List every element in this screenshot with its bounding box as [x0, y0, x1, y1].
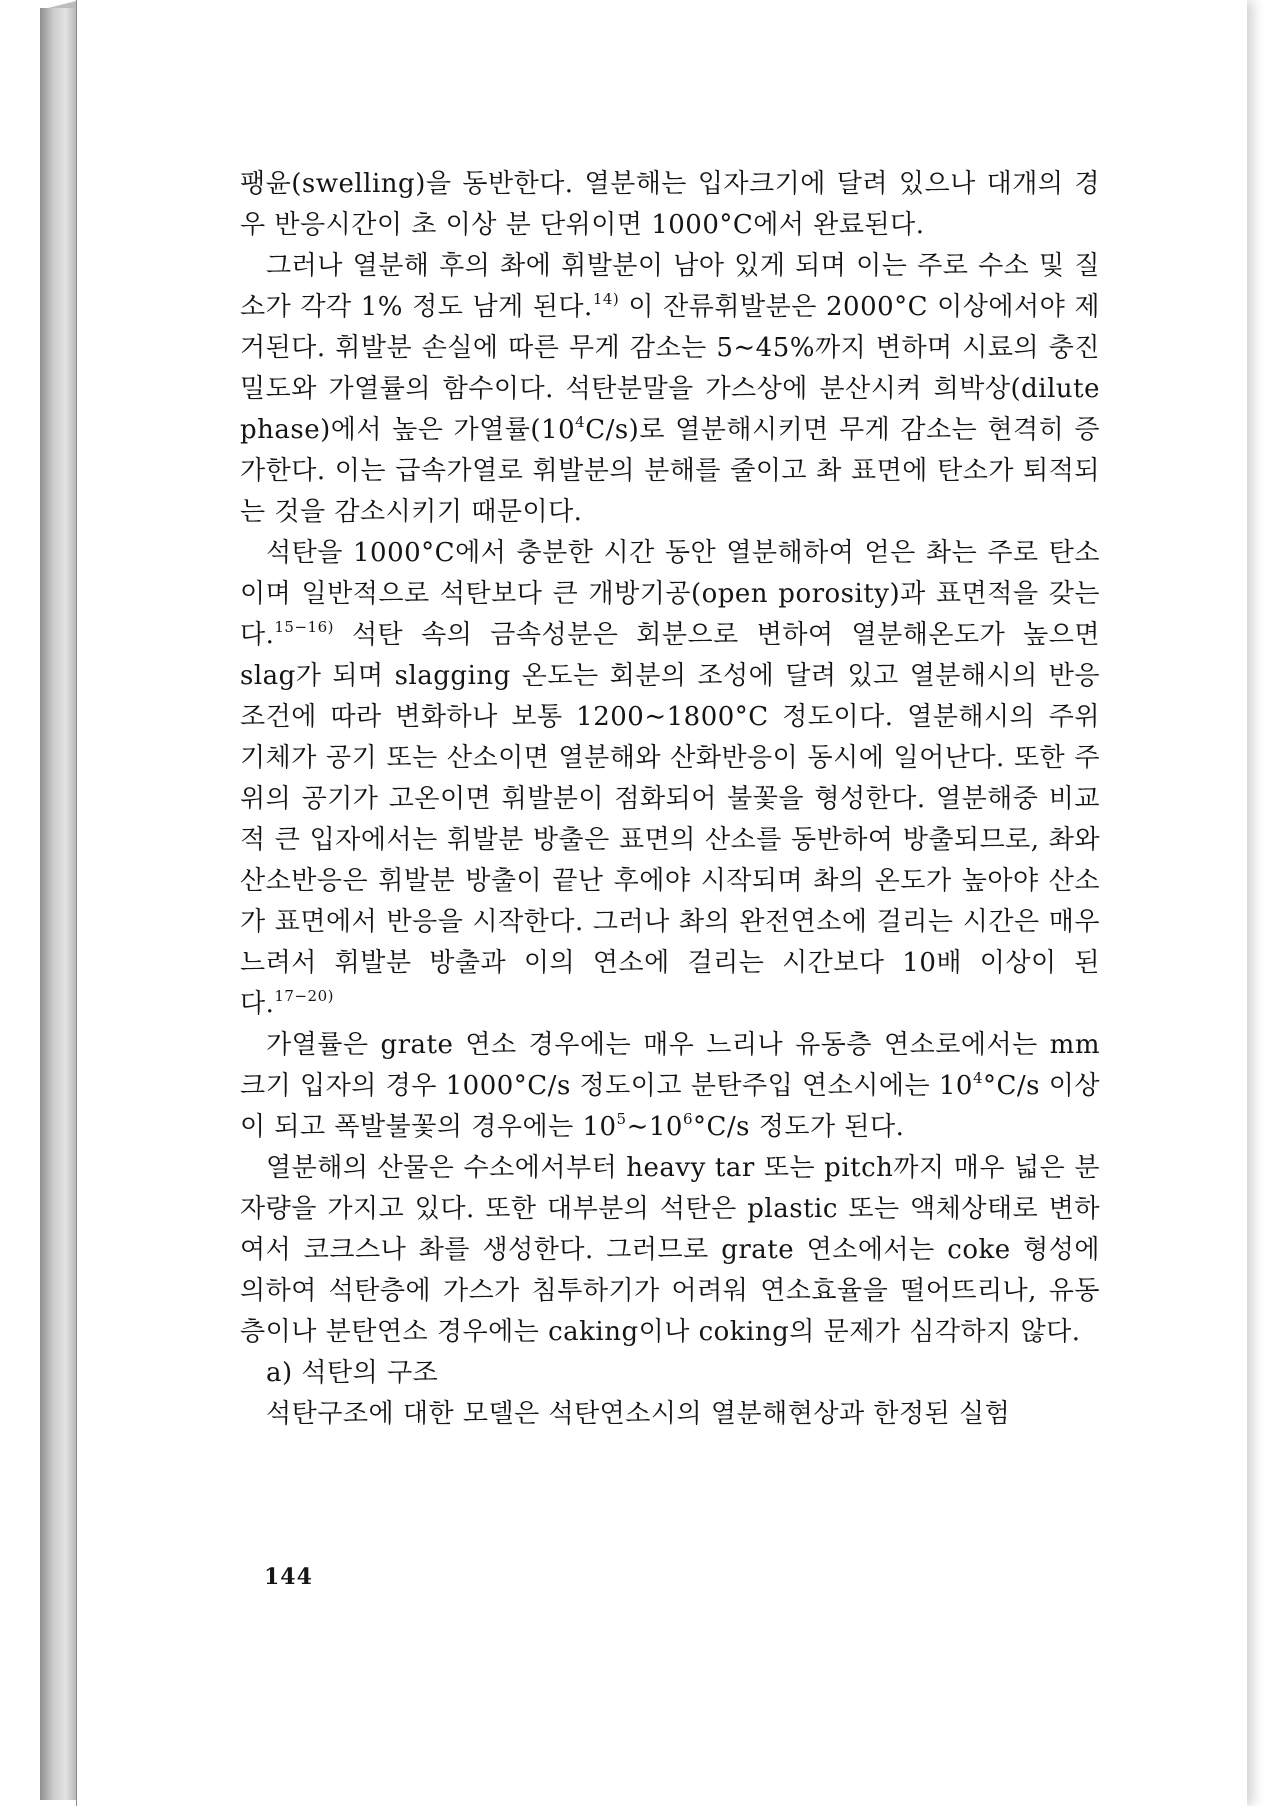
paragraph-text: 열분해의 산물은 수소에서부터 heavy tar 또는 pitch까지 매우 넓은 분자량을 가지고 있다. 또한 대부분의 석탄은 plastic 또는 액체상태로 변하여서 코크스나 촤를 생성한다. 그러므로 grate 연소에서는 coke 형성에 의하여 석탄층에 가스가 침투하기가 어려워 연소효율을 떨어뜨리나, 유동층이나 분탄연소 경우에는 caking이나 coking의 문제가 심각하지 않다. [240, 1153, 1100, 1347]
paragraph-text: 이 잔류휘발분은 2000°C 이상에서야 제거된다. 휘발분 손실에 따른 무게 감소는 5∼45%까지 변하며 시료의 충진밀도와 가열률의 함수이다. 석탄분말을 가스상에 분산시켜 희박상(dilute phase)에서 높은 가열률(10 [240, 292, 1100, 445]
paragraph-1 [240, 164, 1100, 246]
paragraph-text: 가열률은 grate 연소 경우에는 매우 느리나 유동층 연소로에서는 mm 크기 입자의 경우 1000°C/s 정도이고 분탄주입 연소시에는 10 [240, 1030, 1100, 1101]
paragraph-2 [240, 246, 1100, 533]
superscript-exponent: 6 [682, 1110, 694, 1128]
section-heading [240, 1353, 1100, 1394]
paragraph-text: 석탄을 1000°C에서 충분한 시간 동안 열분해하여 얻은 촤는 주로 탄소이며 일반적으로 석탄보다 큰 개방기공(open porosity)과 표면적을 갖는다. [240, 538, 1100, 650]
superscript-exponent: 4 [575, 413, 586, 431]
paragraph-6 [240, 1394, 1100, 1435]
paragraph-text: 그러나 열분해 후의 촤에 휘발분이 남아 있게 되며 이는 주로 수소 및 질소가 각각 1% 정도 남게 된다. [240, 251, 1100, 322]
footnote-ref: 14) [592, 290, 620, 308]
page-body [240, 164, 1100, 1435]
paragraph-text: ∼10 [626, 1112, 683, 1142]
book-edge [40, 8, 76, 1800]
page-number: 144 [264, 1564, 313, 1590]
paragraph-text: °C/s 이상이 되고 폭발불꽃의 경우에는 10 [240, 1071, 1100, 1142]
paragraph-text: 석탄구조에 대한 모델은 석탄연소시의 열분해현상과 한정된 실험 [266, 1399, 1011, 1429]
footnote-ref: 17−20) [274, 987, 334, 1005]
paragraph-3 [240, 533, 1100, 1025]
paragraph-text: 팽윤(swelling)을 동반한다. 열분해는 입자크기에 달려 있으나 대개의 경우 반응시간이 초 이상 분 단위이면 1000°C에서 완료된다. [240, 169, 1100, 240]
footnote-ref: 15−16) [274, 618, 334, 636]
paragraph-5 [240, 1148, 1100, 1353]
paragraph-text: C/s)로 열분해시키면 무게 감소는 현격히 증가한다. 이는 급속가열로 휘발분의 분해를 줄이고 촤 표면에 탄소가 퇴적되는 것을 감소시키기 때문이다. [240, 415, 1100, 527]
superscript-exponent: 5 [616, 1110, 627, 1128]
superscript-exponent: 4 [972, 1069, 983, 1087]
section-heading-text: a) 석탄의 구조 [266, 1358, 439, 1388]
paragraph-text: °C/s 정도가 된다. [693, 1112, 905, 1142]
paragraph-text: 석탄 속의 금속성분은 회분으로 변하여 열분해온도가 높으면 slag가 되며 slagging 온도는 회분의 조성에 달려 있고 열분해시의 반응조건에 따라 변화하나 보통 1200∼1800°C 정도이다. 열분해시의 주위 기체가 공기 또는 산소이면 열분해와 산화반응이 동시에 일어난다. 또한 주위의 공기가 고온이면 휘발분이 점화되어 불꽃을 형성한다. 열분해중 비교적 큰 입자에서는 휘발분 방출은 표면의 산소를 동반하여 방출되므로, 촤와 산소반응은 휘발분 방출이 끝난 후에야 시작되며 촤의 온도가 높아야 산소가 표면에서 반응을 시작한다. 그러나 촤의 완전연소에 걸리는 시간은 매우 느려서 휘발분 방출과 이의 연소에 걸리는 시간보다 10배 이상이 된다. [240, 620, 1100, 1019]
paragraph-4 [240, 1025, 1100, 1148]
